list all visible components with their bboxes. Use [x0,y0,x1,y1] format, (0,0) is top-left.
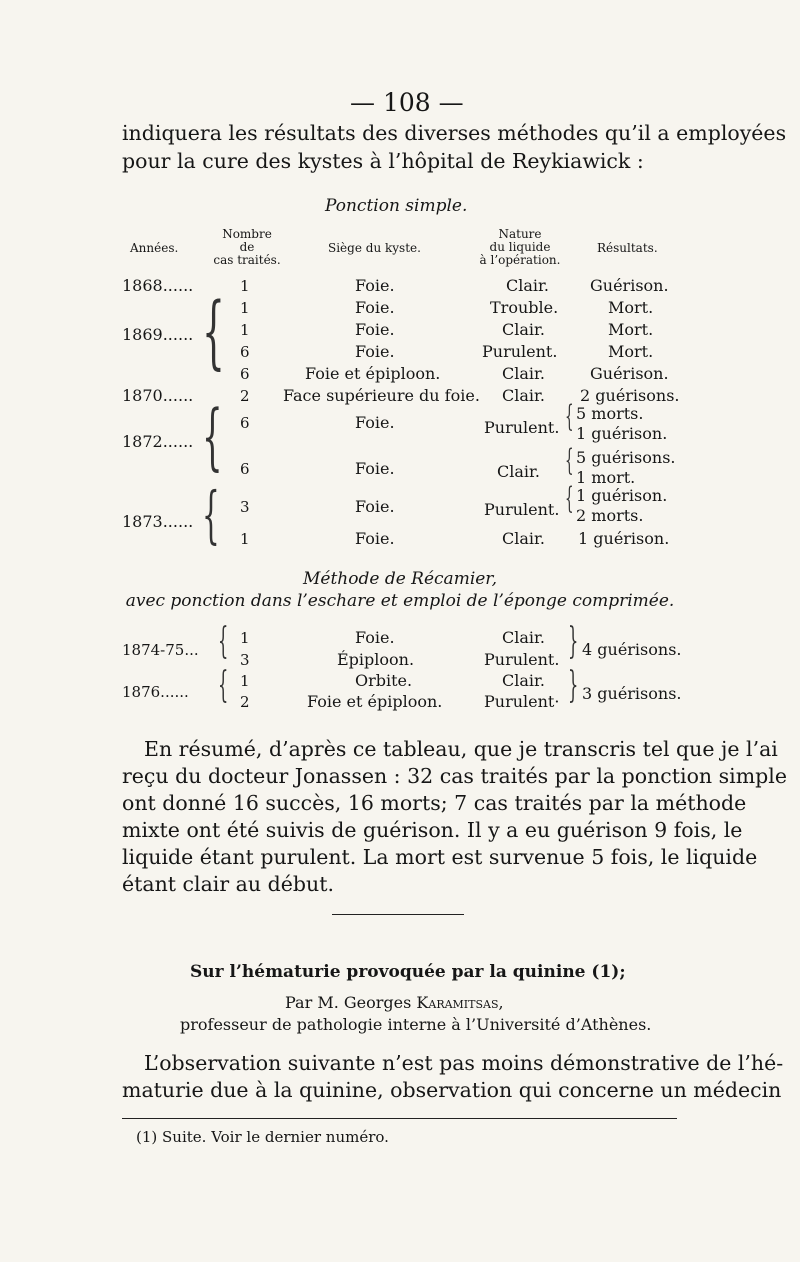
row-count: 6 [240,460,250,478]
brace-result: { [565,481,574,516]
row-result-line2: 2 morts. [576,506,644,525]
brace-result: { [565,443,574,478]
row-siege: Foie. [355,497,395,516]
row-result: Mort. [608,298,654,317]
row-siege: Foie. [355,413,395,432]
row-result: Mort. [608,342,654,361]
header-nature-l1: Nature [498,227,542,241]
row-count: 3 [240,498,250,516]
row-year: 1873...... [122,512,194,531]
summary-paragraph [122,736,787,898]
author-surname: Karamitsas, [416,993,504,1012]
row-nature: Purulent. [484,650,560,669]
row-nature: Clair. [502,628,545,647]
row-nature: Clair. [497,462,540,481]
row-nature: Purulent. [482,342,558,361]
row-result: Mort. [608,320,654,339]
header-annees: Années. [130,241,179,255]
summary-line: liquide étant purulent. La mort est survenue 5 fois, le liquide [122,845,758,869]
brace-result: { [565,399,574,434]
header-siege: Siège du kyste. [328,241,421,255]
intro-line: indiquera les résultats des diverses méthodes qu’il a employées [122,121,787,145]
header-nombre [207,228,287,267]
page-number: — 108 — [350,88,464,117]
row-siege: Foie. [355,459,395,478]
row-result: Guérison. [590,276,669,295]
summary-line: étant clair au début. [122,872,334,896]
header-nature-l2: du liquide [489,240,551,254]
brace-result: } [568,665,579,706]
intro-paragraph [122,119,787,175]
row-count: 6 [240,414,250,432]
row-siege: Face supérieure du foie. [283,386,480,405]
row-siege: Foie. [355,276,395,295]
row-siege: Foie. [355,342,395,361]
row-count: 6 [240,365,250,383]
row-nature: Purulent. [484,500,560,519]
article-body [122,1050,784,1104]
row-nature: Clair. [502,320,545,339]
row-result-line1: 5 guérisons. [576,448,676,467]
row-year: 1874-75... [122,641,199,659]
summary-line: mixte ont été suivis de guérison. Il y a eu guérison 9 fois, le [122,818,743,842]
header-nature-l3: à l’opération. [479,253,561,267]
row-result: 1 guérison. [578,529,670,548]
row-siege: Foie et épiploon. [305,364,441,383]
article-affiliation: professeur de pathologie interne à l’Université d’Athènes. [180,1015,652,1034]
row-year: 1868...... [122,276,194,295]
row-result: Guérison. [590,364,669,383]
byline-prefix: Par M. Georges [285,993,417,1012]
footnote: (1) Suite. Voir le dernier numéro. [136,1128,389,1146]
brace-1869: { [202,285,225,378]
brace-1873: { [202,478,220,551]
row-result-line2: 1 mort. [576,468,636,487]
row-siege: Foie. [355,628,395,647]
header-nature [470,228,570,267]
article-byline [285,993,504,1012]
table2-title-line1: Méthode de Récamier, [303,569,497,589]
header-nombre-l3: cas traités. [213,253,281,267]
article-body-line: maturie due à la quinine, observation qui concerne un médecin [122,1078,782,1102]
header-resultats: Résultats. [597,241,658,255]
row-count: 3 [240,651,250,669]
row-nature: Purulent. [484,418,560,437]
row-result: 2 guérisons. [580,386,680,405]
row-count: 2 [240,387,250,405]
row-result: 4 guérisons. [582,640,682,659]
row-nature: Clair. [502,364,545,383]
row-year: 1870...... [122,386,194,405]
row-count: 1 [240,629,250,647]
row-count: 1 [240,299,250,317]
row-count: 1 [240,321,250,339]
row-siege: Orbite. [355,671,413,690]
intro-line: pour la cure des kystes à l’hôpital de Reykiawick : [122,149,644,173]
row-nature: Clair. [502,386,545,405]
table2-title-line2: avec ponction dans l’eschare et emploi de l’éponge comprimée. [125,591,675,611]
row-count: 1 [240,277,250,295]
row-nature: Clair. [502,671,545,690]
row-year: 1876...... [122,683,189,701]
row-siege: Foie et épiploon. [307,692,443,711]
row-nature: Purulent· [484,692,560,711]
section-divider [332,914,464,915]
row-count: 1 [240,530,250,548]
footnote-rule [122,1118,677,1119]
row-year: 1869...... [122,325,194,344]
row-result-line1: 5 morts. [576,404,644,423]
article-body-line: L’observation suivante n’est pas moins démonstrative de l’hé- [144,1051,784,1075]
row-nature: Clair. [502,529,545,548]
header-nombre-l1: Nombre [222,227,272,241]
row-result-line2: 1 guérison. [576,424,668,443]
brace-year: { [218,621,229,662]
table1-title: Ponction simple. [325,196,468,216]
row-siege: Foie. [355,529,395,548]
summary-line: reçu du docteur Jonassen : 32 cas traités par la ponction simple [122,764,787,788]
brace-result: } [568,621,579,662]
article-title: Sur l’hématurie provoquée par la quinine (1); [190,962,626,982]
row-result-line1: 1 guérison. [576,486,668,505]
row-year: 1872...... [122,432,194,451]
row-nature: Clair. [506,276,549,295]
row-count: 1 [240,672,250,690]
row-count: 2 [240,693,250,711]
row-count: 6 [240,343,250,361]
summary-line: En résumé, d’après ce tableau, que je transcris tel que je l’ai [144,737,778,761]
summary-line: ont donné 16 succès, 16 morts; 7 cas traités par la méthode [122,791,747,815]
brace-1872: { [202,394,223,478]
brace-year: { [218,665,229,706]
row-result: 3 guérisons. [582,684,682,703]
row-siege: Foie. [355,320,395,339]
row-siege: Foie. [355,298,395,317]
header-nombre-l2: de [239,240,255,254]
row-siege: Épiploon. [337,650,415,669]
row-nature: Trouble. [490,298,559,317]
